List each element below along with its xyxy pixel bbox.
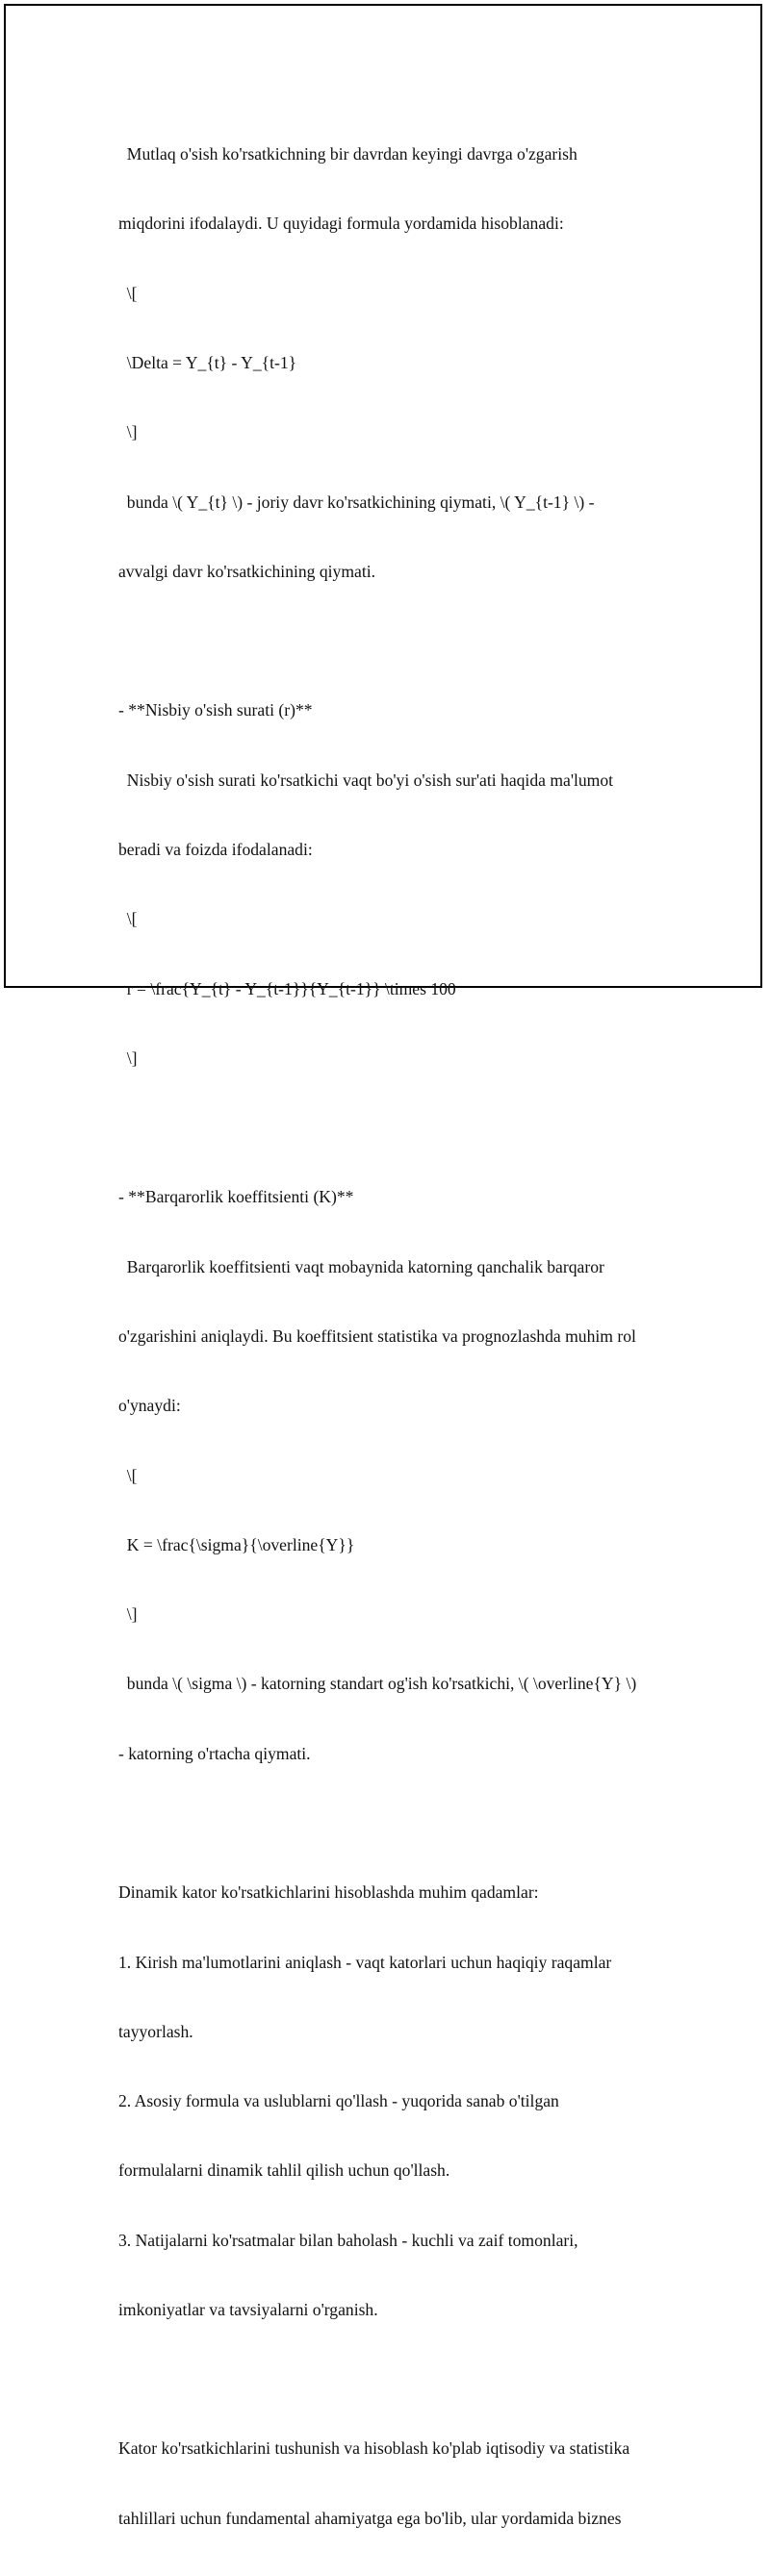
text-line: o'ynaydi: [118,1396,181,1416]
blank-line [118,629,696,652]
blank-line [118,1811,696,1834]
text-line: - katorning o'rtacha qiymati. [118,1743,311,1763]
formula-open: \[ [118,283,138,303]
document-text [118,96,696,2576]
text-line: formulalarni dinamik tahlil qilish uchun qo'llash. [118,2160,450,2181]
list-item: 1. Kirish ma'lumotlarini aniqlash - vaqt katorlari uchun haqiqiy raqamlar [118,1952,612,1972]
formula-line: K = \frac{\sigma}{\overline{Y}} [118,1534,355,1554]
text-line: miqdorini ifodalaydi. U quyidagi formula yordamida hisoblanadi: [118,214,564,234]
section-heading: - **Nisbiy o'sish surati (r)** [118,700,313,720]
text-line: beradi va foizda ifodalanadi: [118,840,313,859]
formula-line: \Delta = Y_{t} - Y_{t-1} [118,353,297,373]
text-line: bunda \( \sigma \) - katorning standart og'ish ko'rsatkichi, \( \overline{Y} \) [118,1674,637,1694]
text-line: Barqarorlik koeffitsienti vaqt mobaynida katorning qanchalik barqaror [118,1256,604,1276]
text-line: Nisbiy o'sish surati ko'rsatkichi vaqt bo'yi o'sish sur'ati haqida ma'lumot [118,770,614,790]
formula-line: r = \frac{Y_{t} - Y_{t-1}}{Y_{t-1}} \times 100 [118,978,456,998]
formula-close: \] [118,1048,138,1068]
blank-line [118,1116,696,1139]
text-line: Dinamik kator ko'rsatkichlarini hisoblashda muhim qadamlar: [118,1882,539,1903]
formula-close: \] [118,422,138,442]
formula-open: \[ [118,909,138,929]
formula-close: \] [118,1604,138,1625]
text-line: Kator ko'rsatkichlarini tushunish va hisoblash ko'plab iqtisodiy va statistika [118,2438,630,2459]
text-line: Mutlaq o'sish ko'rsatkichning bir davrdan keyingi davrga o'zgarish [118,144,578,164]
blank-line [118,2367,696,2390]
list-item: 3. Natijalarni ko'rsatmalar bilan baholash - kuchli va zaif tomonlari, [118,2230,578,2250]
section-heading: - **Barqarorlik koeffitsienti (K)** [118,1187,354,1207]
text-line: tahlillari uchun fundamental ahamiyatga ega bo'lib, ular yordamida biznes [118,2508,622,2528]
formula-open: \[ [118,1465,138,1485]
page-frame [4,4,762,2528]
text-line: avvalgi davr ko'rsatkichining qiymati. [118,561,376,581]
text-line: imkoniyatlar va tavsiyalarni o'rganish. [118,2299,378,2319]
list-item: 2. Asosiy formula va uslublarni qo'llash - yuqorida sanab o'tilgan [118,2091,559,2111]
text-line: tayyorlash. [118,2021,193,2041]
text-line: bunda \( Y_{t} \) - joriy davr ko'rsatkichining qiymati, \( Y_{t-1} \) - [118,492,595,512]
text-line: o'zgarishini aniqlaydi. Bu koeffitsient statistika va prognozlashda muhim rol [118,1326,636,1346]
